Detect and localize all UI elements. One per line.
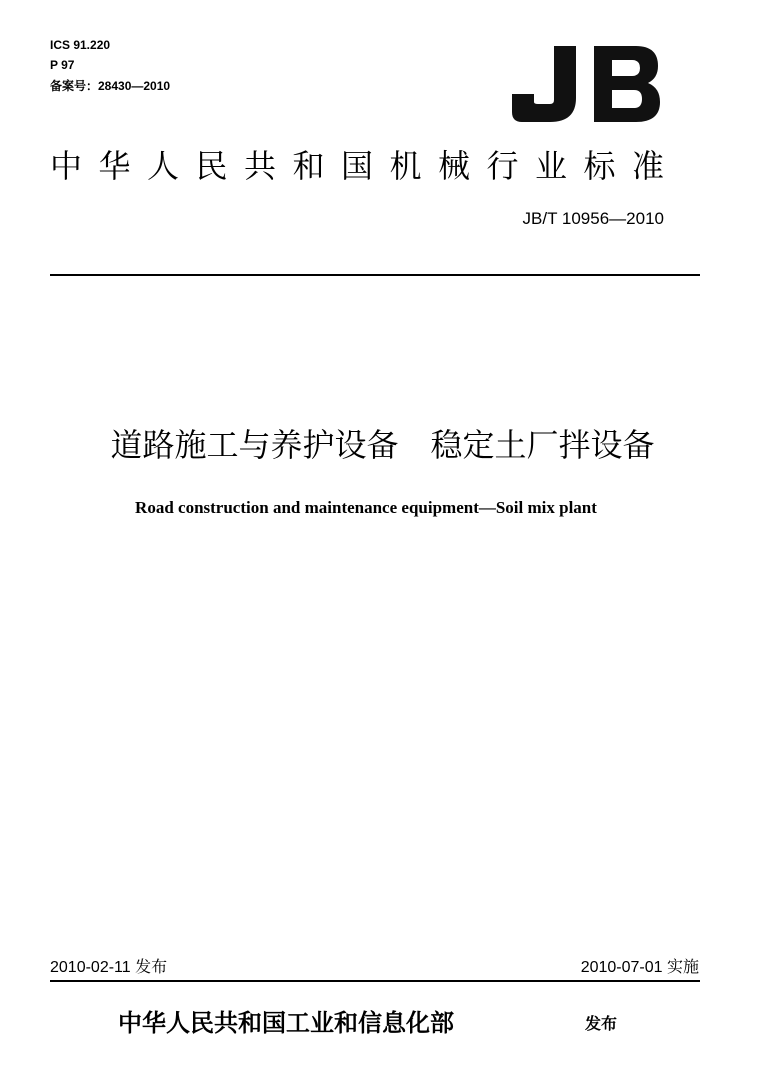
jb-logo <box>510 44 662 124</box>
issuing-authority: 中华人民共和国工业和信息化部 <box>118 1009 454 1037</box>
classification-code: P 97 <box>50 58 75 72</box>
footer-divider <box>50 980 700 982</box>
standard-number: JB/T 10956—2010 <box>522 209 664 228</box>
record-number: 备案号：28430—2010 <box>50 79 171 93</box>
issuing-authority-suffix: 发布 <box>585 1014 618 1033</box>
document-title-chinese: 道路施工与养护设备 稳定土厂拌设备 <box>110 426 655 464</box>
ics-code: ICS 91.220 <box>50 38 111 52</box>
document-title-english: Road construction and maintenance equipment—Soil mix plant <box>135 498 597 517</box>
header-divider <box>50 274 700 276</box>
implementation-date: 2010-07-01 实施 <box>580 959 699 976</box>
issue-date: 2010-02-11 发布 <box>50 959 168 976</box>
organization-title: 中华人民共和国机械行业标准 <box>50 147 681 185</box>
